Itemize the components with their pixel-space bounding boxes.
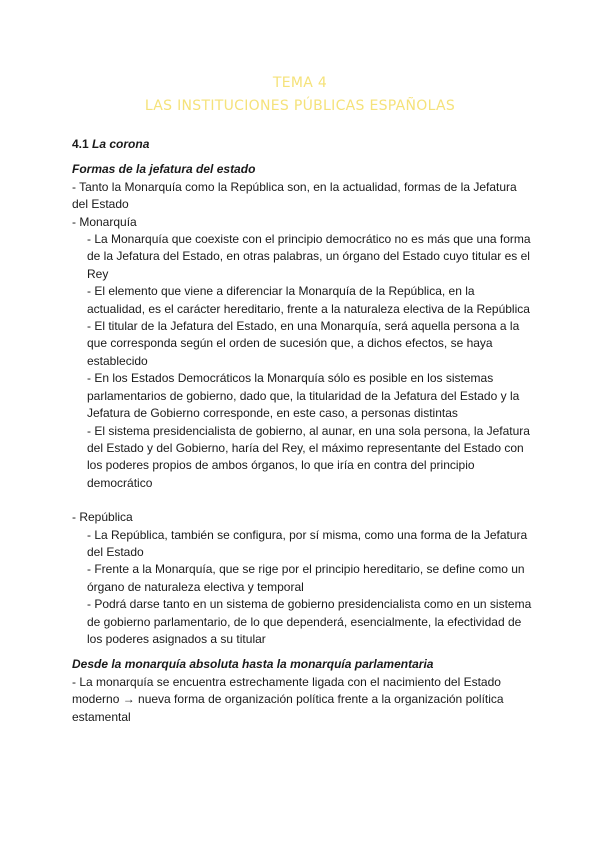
section-heading [72,136,534,153]
list-label-republica: - República [72,510,133,525]
document-body [72,136,534,726]
section-name: La corona [92,137,150,151]
document-header [0,0,600,118]
topic-title: TEMA 4 [272,75,328,91]
list-item: - La Monarquía que coexiste con el principio democrático no es más que una forma de la Jefatura del Estado, en otras palabras, un órgano del Estado cuyo titular es el Rey [87,232,531,281]
subheading-jefatura: Formas de la jefatura del estado [72,162,256,177]
list-item: - La República, también se configura, por sí misma, como una forma de la Jefatura del Estado [87,527,528,559]
list-item: - En los Estados Democráticos la Monarquía sólo es posible en los sistemas parlamentarios de gobierno, dado que, la titularidad de la Jefatura del Estado y la Jefatura de Gobierno corresponde, en este caso, a personas distintas [87,371,520,421]
list-item: - Frente a la Monarquía, que se rige por el principio hereditario, se define como un órgano de naturaleza electiva y temporal [87,562,525,594]
subheading-monarquia: Desde la monarquía absoluta hasta la monarquía parlamentaria [72,657,434,672]
paragraph-intro: - Tanto la Monarquía como la República son, en la actualidad, formas de la Jefatura del Estado [72,179,517,212]
list-item: - El titular de la Jefatura del Estado, en una Monarquía, será aquella persona a la que corresponda según el orden de sucesión que, a dichos efectos, se haya establecido [87,319,520,368]
section-number: 4.1 [72,137,89,151]
spacer [72,492,534,509]
list-item: - Podrá darse tanto en un sistema de gobierno presidencialista como en un sistema de gobierno parlamentario, de lo que dependerá, esencialmente, la efectividad de los poderes asignados a su titular [87,597,532,646]
paragraph-monarquia: - La monarquía se encuentra estrechamente ligada con el nacimiento del Estado moderno → nueva forma de organización política frente a la organización política estamental [72,674,504,724]
topic-subtitle: LAS INSTITUCIONES PÚBLICAS ESPAÑOLAS [144,98,456,114]
list-item: - El sistema presidencialista de gobierno, al aunar, en una sola persona, la Jefatura del Estado y del Gobierno, haría del Rey, el máximo representante del Estado con los poderes propios de ambos órganos, lo que iría en contra del principio democrático [87,423,530,490]
list-item: - El elemento que viene a diferenciar la Monarquía de la República, en la actualidad, es el carácter hereditario, frente a la naturaleza electiva de la República [87,284,530,316]
list-label-monarquia: - Monarquía [72,214,137,229]
